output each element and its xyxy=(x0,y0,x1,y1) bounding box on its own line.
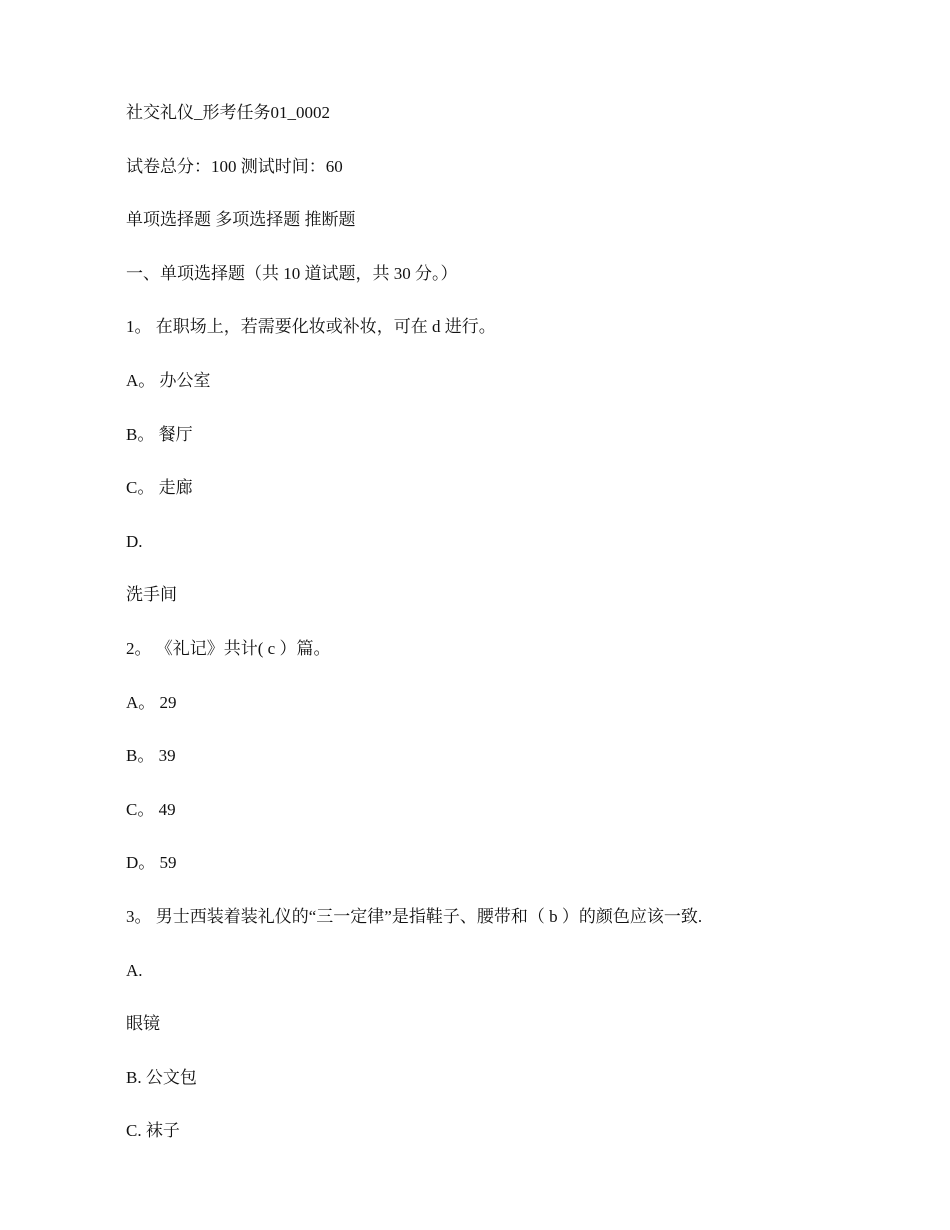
document-body xyxy=(126,99,886,1171)
question-3-option-b: B. 公文包 xyxy=(126,1067,197,1087)
question-2-option-a: A。 29 xyxy=(126,692,177,712)
question-2-option-d: D。 59 xyxy=(126,853,177,873)
question-2-option-b: B。 39 xyxy=(126,746,176,766)
exam-info: 试卷总分：100 测试时间：60 xyxy=(126,156,343,176)
question-1: 1。 在职场上，若需要化妆或补妆，可在 d 进行。 xyxy=(126,317,496,337)
question-3: 3。 男士西装着装礼仪的“三一定律”是指鞋子、腰带和（ b ）的颜色应该一致. xyxy=(126,906,703,926)
question-3-option-a-label: A. xyxy=(126,960,143,980)
question-1-option-a: A。 办公室 xyxy=(126,370,211,390)
question-3-option-a-text: 眼镜 xyxy=(126,1014,160,1034)
question-1-option-c: C。 走廊 xyxy=(126,478,193,498)
document-title: 社交礼仪_形考任务01_0002 xyxy=(126,103,330,122)
section-heading: 一、单项选择题（共 10 道试题，共 30 分。） xyxy=(126,263,458,283)
question-1-option-d-text: 洗手间 xyxy=(126,585,177,605)
question-2-option-c: C。 49 xyxy=(126,799,176,819)
question-1-option-b: B。 餐厅 xyxy=(126,424,193,444)
section-list: 单项选择题 多项选择题 推断题 xyxy=(126,210,356,230)
question-1-option-d-label: D. xyxy=(126,531,143,551)
question-2: 2。 《礼记》共计( c ）篇。 xyxy=(126,638,331,658)
question-3-option-c: C. 袜子 xyxy=(126,1121,180,1141)
